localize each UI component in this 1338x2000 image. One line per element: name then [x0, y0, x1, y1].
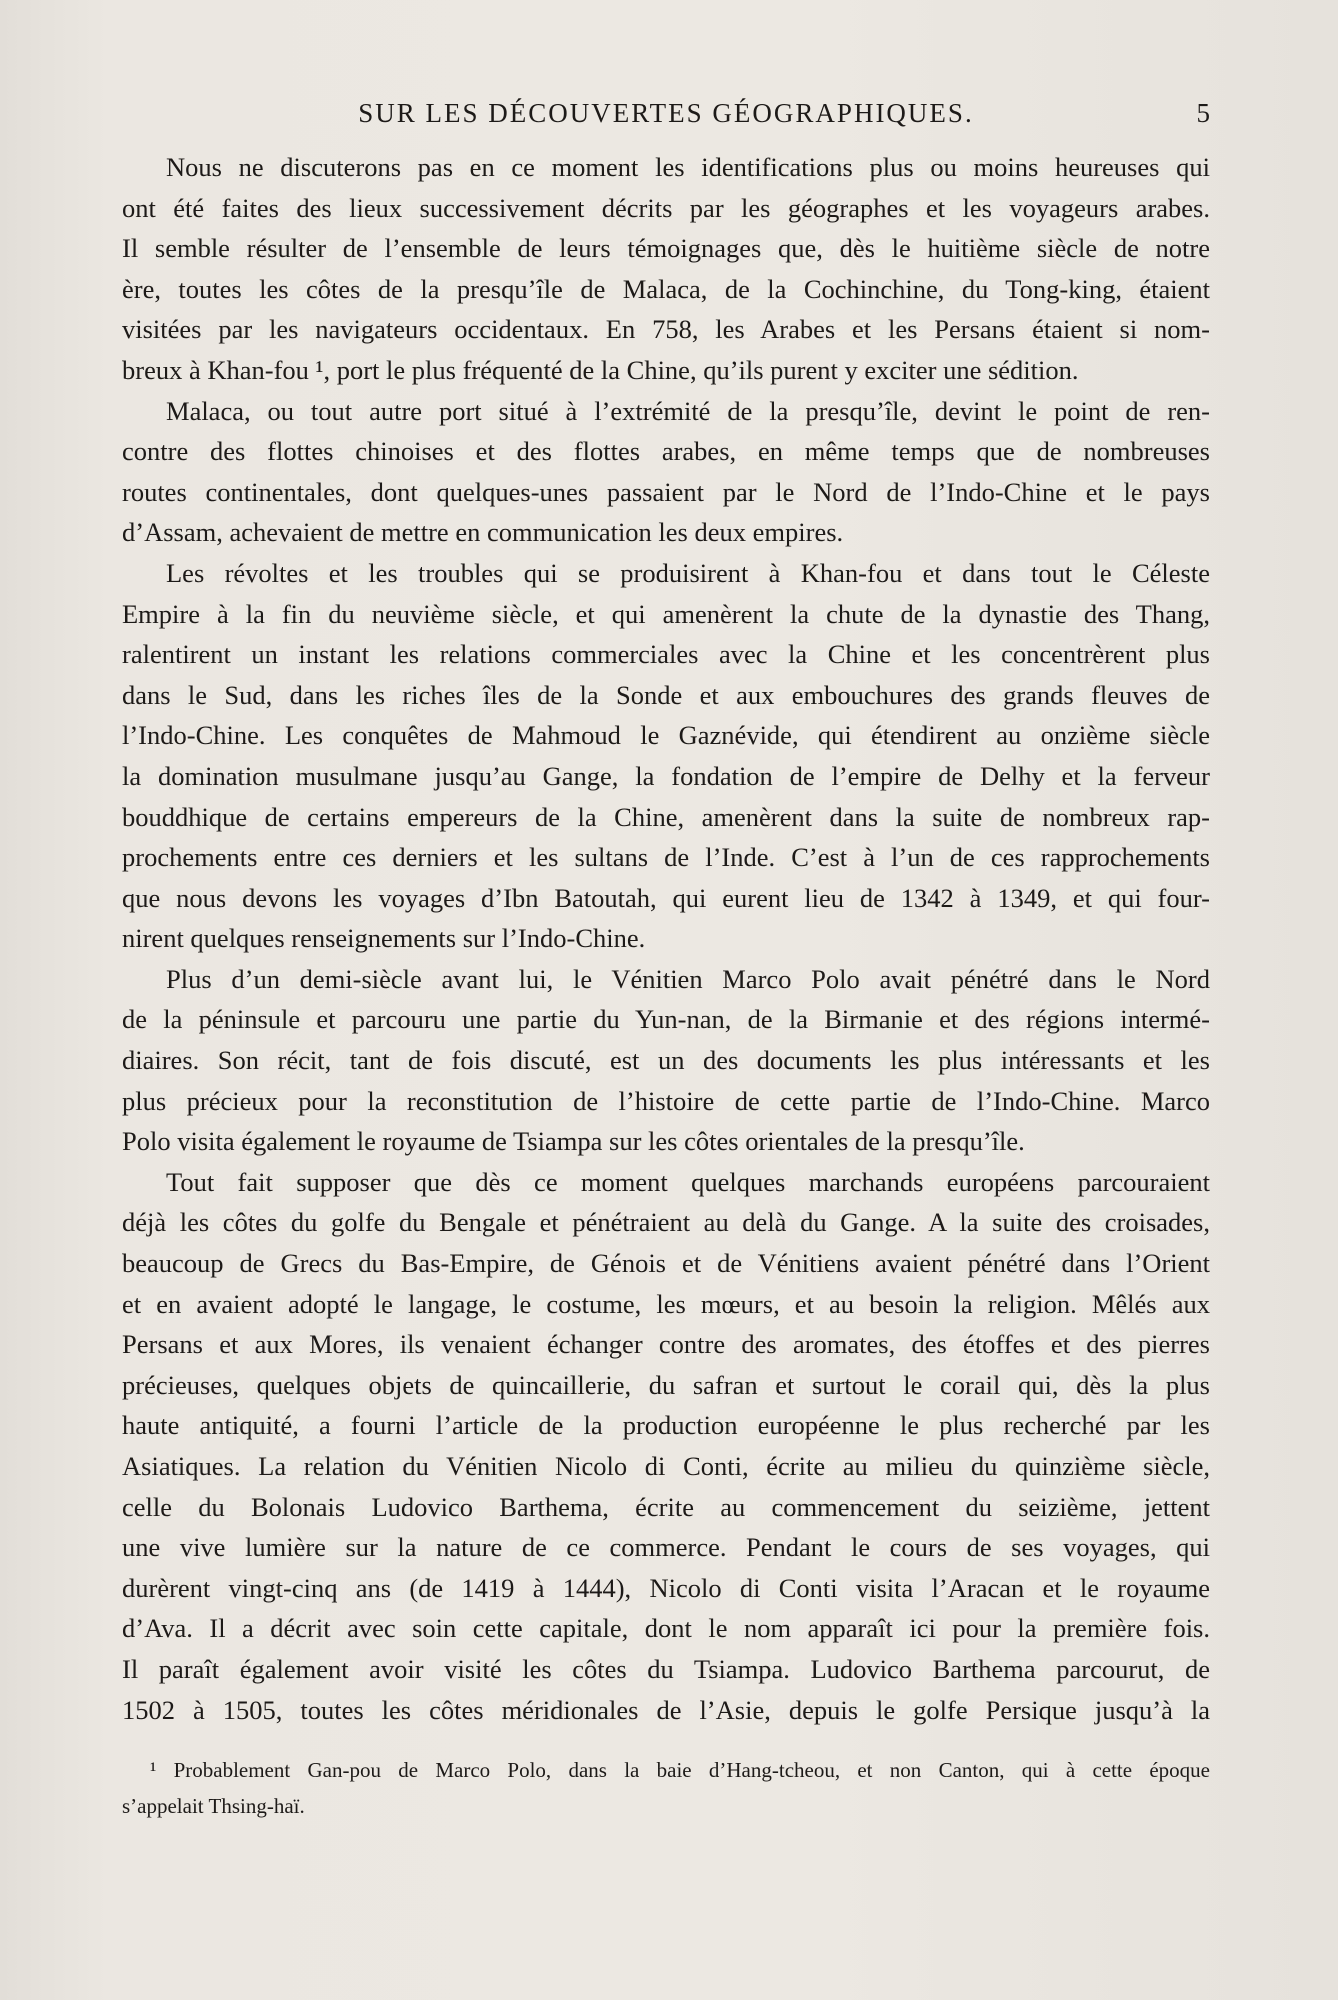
text-line: Persans et aux Mores, ils venaient échanger contre des aromates, des étoffes et des pierres — [122, 1329, 1210, 1360]
page-number: 5 — [1196, 98, 1210, 128]
text-line: breux à Khan-fou ¹, port le plus fréquenté de la Chine, qu’ils purent y exciter une sédition. — [122, 354, 1079, 385]
text-line: déjà les côtes du golfe du Bengale et pénétraient au delà du Gange. A la suite des croisades, — [122, 1207, 1210, 1238]
text-line: Il semble résulter de l’ensemble de leurs témoignages que, dès le huitième siècle de notre — [122, 233, 1210, 264]
text-line: et en avaient adopté le langage, le costume, les mœurs, et au besoin la religion. Mêlés aux — [122, 1288, 1210, 1319]
text-line: Nous ne discuterons pas en ce moment les identifications plus ou moins heureuses qui — [166, 152, 1210, 182]
footnote-line: ¹ Probablement Gan-pou de Marco Polo, dans la baie d’Hang-tcheou, et non Canton, qui à cette époque — [150, 1758, 1210, 1782]
text-line: Polo visita également le royaume de Tsiampa sur les côtes orientales de la presqu’île. — [122, 1126, 1025, 1157]
text-line: contre des flottes chinoises et des flottes arabes, en même temps que de nombreuses — [122, 436, 1210, 467]
text-line: ralentirent un instant les relations commerciales avec la Chine et les concentrèrent plus — [122, 639, 1210, 670]
text-line: Malaca, ou tout autre port situé à l’extrémité de la presqu’île, devint le point de ren- — [166, 395, 1210, 426]
text-line: Il paraît également avoir visité les côtes du Tsiampa. Ludovico Barthema parcourut, de — [122, 1653, 1210, 1684]
text-line: Tout fait supposer que dès ce moment quelques marchands européens parcouraient — [166, 1166, 1210, 1197]
text-line: visitées par les navigateurs occidentaux. En 758, les Arabes et les Persans étaient si nom- — [122, 314, 1210, 345]
text-line: routes continentales, dont quelques-unes passaient par le Nord de l’Indo-Chine et le pays — [122, 476, 1210, 507]
text-line: durèrent vingt-cinq ans (de 1419 à 1444), Nicolo di Conti visita l’Aracan et le royaume — [122, 1572, 1210, 1603]
text-line: plus précieux pour la reconstitution de l’histoire de cette partie de l’Indo-Chine. Marco — [122, 1085, 1210, 1116]
text-line: Asiatiques. La relation du Vénitien Nicolo di Conti, écrite au milieu du quinzième siècle, — [122, 1451, 1210, 1481]
text-line: ont été faites des lieux successivement décrits par les géographes et les voyageurs arabes. — [122, 192, 1210, 223]
text-line: 1502 à 1505, toutes les côtes méridionales de l’Asie, depuis le golfe Persique jusqu’à la — [122, 1694, 1210, 1725]
text-line: l’Indo-Chine. Les conquêtes de Mahmoud le Gaznévide, qui étendirent au onzième siècle — [122, 720, 1210, 751]
page-header — [122, 98, 1210, 134]
text-line: que nous devons les voyages d’Ibn Batoutah, qui eurent lieu de 1342 à 1349, et qui four- — [122, 882, 1210, 913]
text-line: d’Assam, achevaient de mettre en communication les deux empires. — [122, 517, 844, 548]
text-line: une vive lumière sur la nature de ce commerce. Pendant le cours de ses voyages, qui — [122, 1532, 1210, 1563]
footnote-line: s’appelait Thsing-haï. — [122, 1794, 305, 1818]
text-line: nirent quelques renseignements sur l’Indo-Chine. — [122, 923, 646, 954]
text-line: ère, toutes les côtes de la presqu’île de Malaca, de la Cochinchine, du Tong-king, étaient — [122, 273, 1210, 304]
text-line: bouddhique de certains empereurs de la Chine, amenèrent dans la suite de nombreux rap- — [122, 801, 1210, 832]
footnotes — [122, 1752, 1210, 1824]
text-line: dans le Sud, dans les riches îles de la Sonde et aux embouchures des grands fleuves de — [122, 679, 1210, 710]
text-line: Plus d’un demi-siècle avant lui, le Vénitien Marco Polo avait pénétré dans le Nord — [166, 963, 1210, 994]
body-text — [122, 147, 1210, 1730]
text-line: de la péninsule et parcouru une partie du Yun-nan, de la Birmanie et des régions intermé- — [122, 1004, 1210, 1035]
running-title: SUR LES DÉCOUVERTES GÉOGRAPHIQUES. — [358, 98, 974, 128]
text-line: beaucoup de Grecs du Bas-Empire, de Génois et de Vénitiens avaient pénétré dans l’Orient — [122, 1248, 1210, 1279]
text-line: d’Ava. Il a décrit avec soin cette capitale, dont le nom apparaît ici pour la première fois. — [122, 1613, 1210, 1644]
text-line: Empire à la fin du neuvième siècle, et qui amenèrent la chute de la dynastie des Thang, — [122, 598, 1210, 629]
text-line: celle du Bolonais Ludovico Barthema, écrite au commencement du seizième, jettent — [122, 1491, 1210, 1522]
text-line: diaires. Son récit, tant de fois discuté, est un des documents les plus intéressants et les — [122, 1045, 1210, 1076]
text-line: prochements entre ces derniers et les sultans de l’Inde. C’est à l’un de ces rapprochements — [122, 842, 1210, 873]
text-line: la domination musulmane jusqu’au Gange, la fondation de l’empire de Delhy et la ferveur — [122, 760, 1210, 791]
text-line: haute antiquité, a fourni l’article de la production européenne le plus recherché par les — [122, 1410, 1210, 1441]
text-line: Les révoltes et les troubles qui se produisirent à Khan-fou et dans tout le Céleste — [166, 557, 1210, 588]
text-line: précieuses, quelques objets de quincaillerie, du safran et surtout le corail qui, dès la plus — [122, 1369, 1210, 1400]
